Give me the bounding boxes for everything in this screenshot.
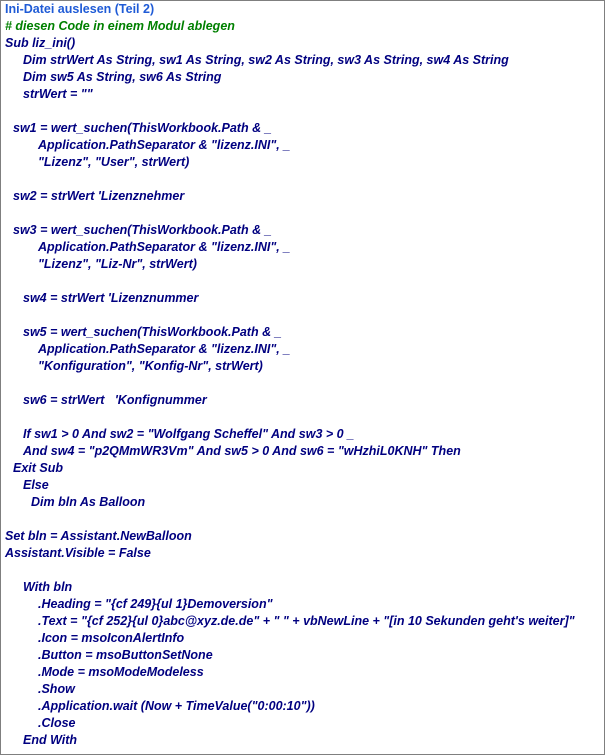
code-line: Dim bln As Balloon	[31, 495, 146, 509]
code-line: .Heading = "{cf 249}{ul 1}Demoversion"	[38, 597, 273, 611]
code-line: Assistant.Visible = False	[5, 546, 151, 560]
code-line: sw1 = wert_suchen(ThisWorkbook.Path & _	[13, 121, 272, 135]
comment-line: # diesen Code in einem Modul ablegen	[5, 19, 235, 33]
code-line: Set bln = Assistant.NewBalloon	[5, 529, 192, 543]
code-line: .Application.wait (Now + TimeValue("0:00:10"))	[38, 699, 315, 713]
code-line: Application.PathSeparator & "lizenz.INI", _	[38, 240, 291, 254]
code-line: .Close	[38, 716, 76, 730]
code-line: sw5 = wert_suchen(ThisWorkbook.Path & _	[23, 325, 282, 339]
code-line: Dim strWert As String, sw1 As String, sw2 As String, sw3 As String, sw4 As String	[23, 53, 509, 67]
code-line: .Mode = msoModeModeless	[38, 665, 204, 679]
code-line: "Lizenz", "User", strWert)	[38, 155, 190, 169]
code-line: Exit Sub	[13, 461, 64, 475]
code-line: "Lizenz", "Liz-Nr", strWert)	[38, 257, 197, 271]
code-line: Application.PathSeparator & "lizenz.INI", _	[38, 138, 291, 152]
code-line: Application.PathSeparator & "lizenz.INI", _	[38, 342, 291, 356]
code-line: sw4 = strWert 'Lizenznummer	[23, 291, 199, 305]
code-line: sw3 = wert_suchen(ThisWorkbook.Path & _	[13, 223, 272, 237]
code-line: sw2 = strWert 'Lizenznehmer	[13, 189, 185, 203]
code-line: .Button = msoButtonSetNone	[38, 648, 213, 662]
code-line: "Konfiguration", "Konfig-Nr", strWert)	[38, 359, 263, 373]
code-line: And sw4 = "p2QMmWR3Vm" And sw5 > 0 And sw6 = "wHzhiL0KNH" Then	[23, 444, 461, 458]
code-line: sw6 = strWert 'Konfignummer	[23, 393, 207, 407]
listing-title: Ini-Datei auslesen (Teil 2)	[5, 2, 155, 16]
code-line: Else	[23, 478, 49, 492]
code-line: Dim sw5 As String, sw6 As String	[23, 70, 222, 84]
code-line: End With	[23, 733, 78, 747]
code-line: .Text = "{cf 252}{ul 0}abc@xyz.de.de" + " " + vbNewLine + "[in 10 Sekunden geht's weiter]"	[38, 614, 575, 628]
code-line: With bln	[23, 580, 73, 594]
code-line: .Icon = msoIconAlertInfo	[38, 631, 185, 645]
code-line: strWert = ""	[23, 87, 93, 101]
code-line: .Show	[38, 682, 75, 696]
code-line: If sw1 > 0 And sw2 = "Wolfgang Scheffel" And sw3 > 0 _	[23, 427, 355, 441]
code-line: Sub liz_ini()	[5, 36, 76, 50]
